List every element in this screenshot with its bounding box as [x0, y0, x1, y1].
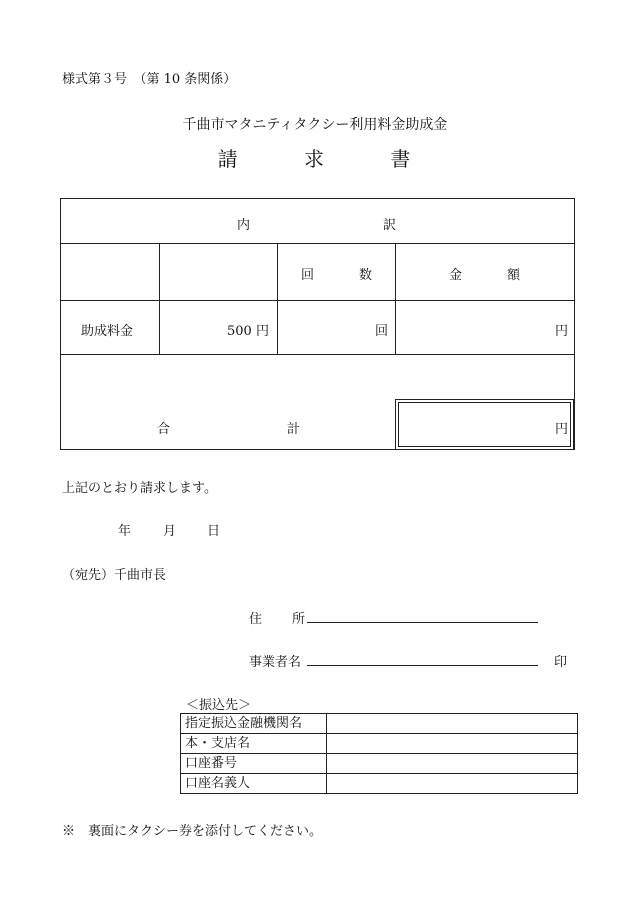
date-month[interactable]: 月 — [163, 524, 177, 539]
amount-unit[interactable]: 円 — [555, 324, 569, 339]
row-divider — [61, 300, 574, 301]
breakdown-label-right: 訳 — [383, 218, 397, 233]
count-unit[interactable]: 回 — [375, 324, 389, 339]
date-year[interactable]: 年 — [118, 524, 132, 539]
total-amount-box[interactable] — [395, 399, 574, 450]
account-number-value[interactable] — [327, 754, 578, 774]
seal-mark: 印 — [554, 655, 568, 670]
breakdown-label-left: 内 — [237, 218, 251, 233]
branch-name-label: 本・支店名 — [181, 734, 327, 754]
count-header-a: 回 — [301, 268, 315, 283]
account-number-label: 口座番号 — [181, 754, 327, 774]
branch-name-value[interactable] — [327, 734, 578, 754]
table-row — [181, 754, 578, 774]
col-divider — [277, 243, 278, 355]
table-row — [181, 714, 578, 734]
unit-price: 500 円 — [227, 324, 269, 339]
operator-name-field[interactable] — [307, 665, 538, 666]
transfer-caption: ＜振込先＞ — [186, 698, 252, 713]
form-subtitle: 千曲市マタニティタクシー利用料金助成金 — [182, 117, 448, 133]
row-divider — [61, 354, 574, 355]
form-title — [0, 143, 630, 172]
transfer-table — [180, 713, 578, 794]
total-label-a: 合 — [157, 422, 171, 437]
amount-header-b: 額 — [507, 268, 521, 283]
col-divider — [159, 243, 160, 355]
total-unit: 円 — [555, 422, 569, 437]
account-holder-value[interactable] — [327, 774, 578, 794]
bank-name-value[interactable] — [327, 714, 578, 734]
count-header-b: 数 — [359, 268, 373, 283]
amount-header-a: 金 — [449, 268, 463, 283]
total-label-b: 計 — [287, 422, 301, 437]
breakdown-table — [60, 198, 575, 450]
address-label-b: 所 — [292, 612, 306, 627]
subsidy-row-label: 助成料金 — [81, 324, 134, 339]
form-number: 様式第３号 （第 10 条関係） — [62, 72, 237, 87]
title-char-1: 請 — [217, 147, 240, 171]
footnote: ※ 裏面にタクシー券を添付してください。 — [62, 824, 323, 839]
address-field[interactable] — [307, 622, 538, 623]
title-char-3: 書 — [390, 147, 413, 171]
date-day[interactable]: 日 — [207, 524, 221, 539]
table-row — [181, 774, 578, 794]
operator-name-label: 事業者名 — [249, 655, 302, 670]
request-statement: 上記のとおり請求します。 — [62, 481, 217, 496]
address-label-a: 住 — [249, 612, 263, 627]
table-row — [181, 734, 578, 754]
account-holder-label: 口座名義人 — [181, 774, 327, 794]
addressee: （宛先）千曲市長 — [62, 568, 167, 583]
title-char-2: 求 — [304, 147, 326, 171]
col-divider — [395, 243, 396, 355]
bank-name-label: 指定振込金融機関名 — [181, 714, 327, 734]
row-divider — [61, 243, 574, 244]
